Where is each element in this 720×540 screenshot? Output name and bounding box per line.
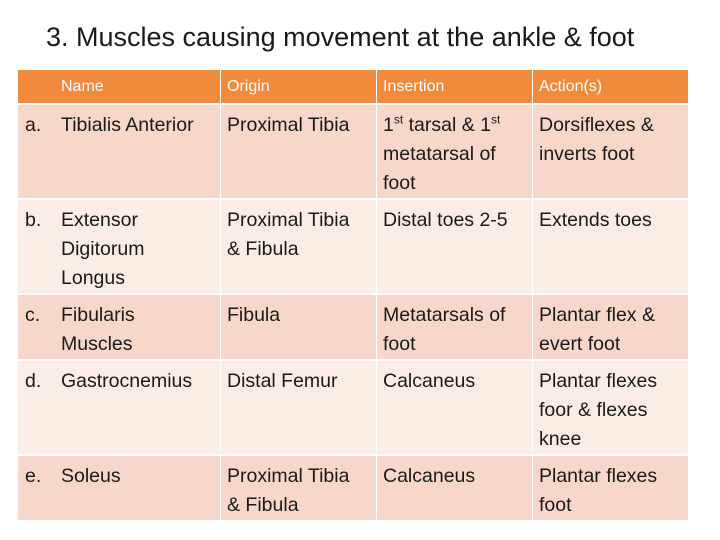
header-actions: Action(s) xyxy=(533,70,688,105)
cell-origin xyxy=(221,361,377,456)
cell-insertion xyxy=(377,295,533,361)
table-row xyxy=(18,456,688,522)
cell-insertion xyxy=(377,361,533,456)
row-letter: a. xyxy=(25,114,42,136)
cell-line: evert foot xyxy=(539,333,621,355)
table-row xyxy=(18,200,688,295)
cell-line: foot xyxy=(383,333,416,355)
cell-line: & Fibula xyxy=(227,238,299,260)
cell-muscle-name xyxy=(18,295,221,361)
cell-origin xyxy=(221,105,377,200)
cell-line: Calcaneus xyxy=(383,370,476,392)
row-letter: e. xyxy=(25,465,42,487)
table-row xyxy=(18,295,688,361)
row-letter: c. xyxy=(25,304,41,326)
cell-line: foot xyxy=(539,494,572,516)
cell-line: foot xyxy=(383,172,416,194)
cell-origin xyxy=(221,456,377,522)
cell-line: Digitorum xyxy=(61,238,145,260)
header-name: Name xyxy=(18,70,221,105)
header-origin: Origin xyxy=(221,70,377,105)
cell-line: Distal toes 2-5 xyxy=(383,209,508,231)
cell-line: Calcaneus xyxy=(383,465,476,487)
cell-line: Tibialis Anterior xyxy=(61,114,194,136)
table-body xyxy=(18,105,688,522)
table-row xyxy=(18,361,688,456)
row-letter: d. xyxy=(25,370,42,392)
cell-line: Extensor xyxy=(61,209,138,231)
cell-line: Metatarsals of xyxy=(383,304,506,326)
cell-line: Longus xyxy=(61,267,125,289)
cell-line: Soleus xyxy=(61,465,121,487)
cell-action xyxy=(533,105,688,200)
cell-line: Fibularis xyxy=(61,304,135,326)
cell-line: knee xyxy=(539,428,582,450)
cell-muscle-name xyxy=(18,361,221,456)
cell-line: metatarsal of xyxy=(383,143,496,165)
cell-line: Proximal Tibia xyxy=(227,209,350,231)
cell-line: & Fibula xyxy=(227,494,299,516)
cell-line: Plantar flex & xyxy=(539,304,655,326)
cell-line: Plantar flexes xyxy=(539,465,658,487)
table-header-row xyxy=(18,70,688,105)
cell-action xyxy=(533,200,688,295)
cell-line: Proximal Tibia xyxy=(227,465,350,487)
cell-line: Muscles xyxy=(61,333,133,355)
cell-muscle-name xyxy=(18,456,221,522)
cell-line: Plantar flexes xyxy=(539,370,658,392)
cell-action xyxy=(533,361,688,456)
cell-line: Gastrocnemius xyxy=(61,370,193,392)
cell-line: foor & flexes xyxy=(539,399,648,421)
table-row xyxy=(18,105,688,200)
cell-muscle-name xyxy=(18,200,221,295)
cell-line: Fibula xyxy=(227,304,281,326)
row-letter: b. xyxy=(25,209,42,231)
cell-line: Dorsiflexes & xyxy=(539,114,654,136)
cell-line: Proximal Tibia xyxy=(227,114,350,136)
cell-line: Distal Femur xyxy=(227,370,338,392)
cell-line: Extends toes xyxy=(539,209,652,231)
cell-origin xyxy=(221,200,377,295)
cell-origin xyxy=(221,295,377,361)
header-insertion: Insertion xyxy=(377,70,533,105)
cell-line: inverts foot xyxy=(539,143,635,165)
slide-title: 3. Muscles causing movement at the ankle & foot xyxy=(46,22,635,52)
cell-insertion xyxy=(377,456,533,522)
muscles-table xyxy=(18,70,688,522)
cell-insertion xyxy=(377,105,533,200)
cell-action xyxy=(533,456,688,522)
cell-insertion xyxy=(377,200,533,295)
cell-line: 1st tarsal & 1st xyxy=(383,112,501,136)
cell-action xyxy=(533,295,688,361)
cell-muscle-name xyxy=(18,105,221,200)
